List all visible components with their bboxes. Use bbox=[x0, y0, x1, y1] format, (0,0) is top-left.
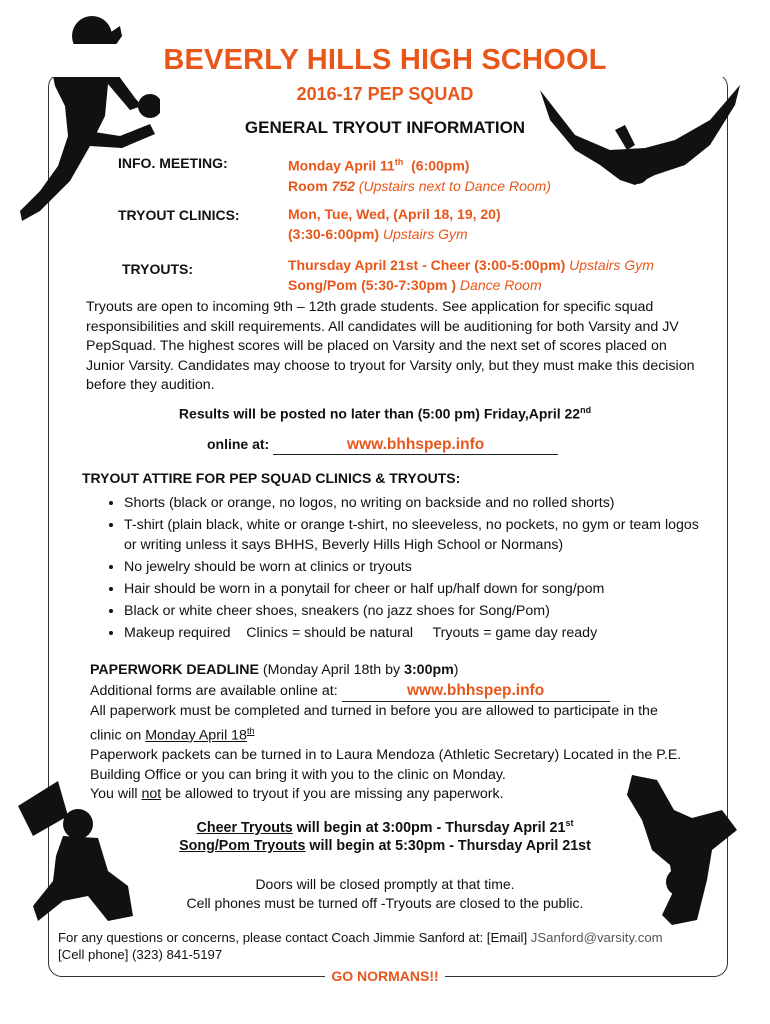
attire-item: • Black or white cheer shoes, sneakers (no jazz shoes for Song/Pom) bbox=[124, 602, 704, 622]
cheer-tryout-time: Cheer Tryouts will begin at 3:00pm - Thursday April 21st bbox=[196, 818, 574, 836]
tryouts-value: Thursday April 21st - Cheer (3:00-5:00pm) Upstairs Gym Song/Pom (5:30-7:30pm ) Dance Room bbox=[288, 257, 654, 293]
info-meeting-label: INFO. MEETING: bbox=[118, 155, 228, 171]
attire-item: • Shorts (black or orange, no logos, no writing on backside and no rolled shorts) bbox=[124, 494, 704, 514]
results-online: online at: www.bhhspep.info bbox=[207, 436, 558, 455]
attire-heading: TRYOUT ATTIRE FOR PEP SQUAD CLINICS & TRYOUTS: bbox=[82, 470, 461, 486]
phones-notice: Cell phones must be turned off -Tryouts are closed to the public. bbox=[186, 895, 584, 911]
paperwork-url-link[interactable]: www.bhhspep.info bbox=[406, 681, 545, 699]
tryouts-label: TRYOUTS: bbox=[122, 261, 194, 277]
paperwork-forms: Additional forms are available online at: www.bhhspep.info bbox=[90, 681, 690, 703]
coach-email-link[interactable]: JSanford@varsity.com bbox=[530, 930, 663, 945]
doors-notice: Doors will be closed promptly at that time. bbox=[255, 876, 515, 892]
clinics-value: Mon, Tue, Wed, (April 18, 19, 20) (3:30-6:00pm) Upstairs Gym bbox=[288, 206, 501, 242]
clinics-label: TRYOUT CLINICS: bbox=[118, 207, 240, 223]
paperwork-warning: You will not be allowed to tryout if you are missing any paperwork. bbox=[90, 786, 504, 803]
intro-paragraph: Tryouts are open to incoming 9th – 12th grade students. See application for specific squad responsibilities and skill requirements. All candidates will be auditioning for both Varsity and JV PepSquad. The highest scores will be placed on Varsity and the next set of scores placed on Junior Varsity. Candidates may choose to tryout for Varsity only, but they must make this decision before they audition. bbox=[86, 299, 695, 394]
paperwork-instructions: All paperwork must be completed and turned in before you are allowed to participate in the clinic on Monday April 18th bbox=[90, 703, 658, 744]
results-url-link[interactable]: www.bhhspep.info bbox=[347, 436, 485, 453]
attire-item: • Hair should be worn in a ponytail for cheer or half up/half down for song/pom bbox=[124, 580, 704, 600]
attire-item: • Makeup required Clinics = should be natural Tryouts = game day ready bbox=[124, 624, 704, 644]
results-notice: Results will be posted no later than (5:00 pm) Friday,April 22nd bbox=[178, 405, 592, 422]
paperwork-dropoff: Paperwork packets can be turned in to Laura Mendoza (Athletic Secretary) Located in the P.E. Building Office or you can bring it with you to the clinic on Monday. bbox=[90, 747, 682, 783]
info-meeting-value: Monday April 11th (6:00pm) Room 752 (Upstairs next to Dance Room) bbox=[288, 157, 551, 194]
songpom-tryout-time: Song/Pom Tryouts will begin at 5:30pm - Thursday April 21st bbox=[179, 838, 591, 854]
subtitle: 2016-17 PEP SQUAD bbox=[296, 84, 474, 104]
page-title: BEVERLY HILLS HIGH SCHOOL bbox=[0, 44, 770, 77]
attire-item: • No jewelry should be worn at clinics or tryouts bbox=[124, 558, 704, 578]
contact-info: For any questions or concerns, please contact Coach Jimmie Sanford at: [Email] JSanford@varsity.com [Cell phone] (323) 841-5197 bbox=[58, 930, 663, 962]
section-heading: GENERAL TRYOUT INFORMATION bbox=[244, 118, 526, 137]
attire-item: • T-shirt (plain black, white or orange t-shirt, no sleeveless, no pockets, no gym or team logos or writing unless it says BHHS, Beverly Hills High School or Normans) bbox=[124, 516, 704, 555]
cheerleader-jump-silhouette-topleft bbox=[10, 6, 160, 226]
paperwork-section bbox=[90, 661, 690, 805]
attire-list bbox=[100, 494, 704, 646]
footer-slogan: GO NORMANS!! bbox=[0, 968, 770, 984]
paperwork-deadline: PAPERWORK DEADLINE (Monday April 18th by 3:00pm) bbox=[90, 662, 459, 678]
